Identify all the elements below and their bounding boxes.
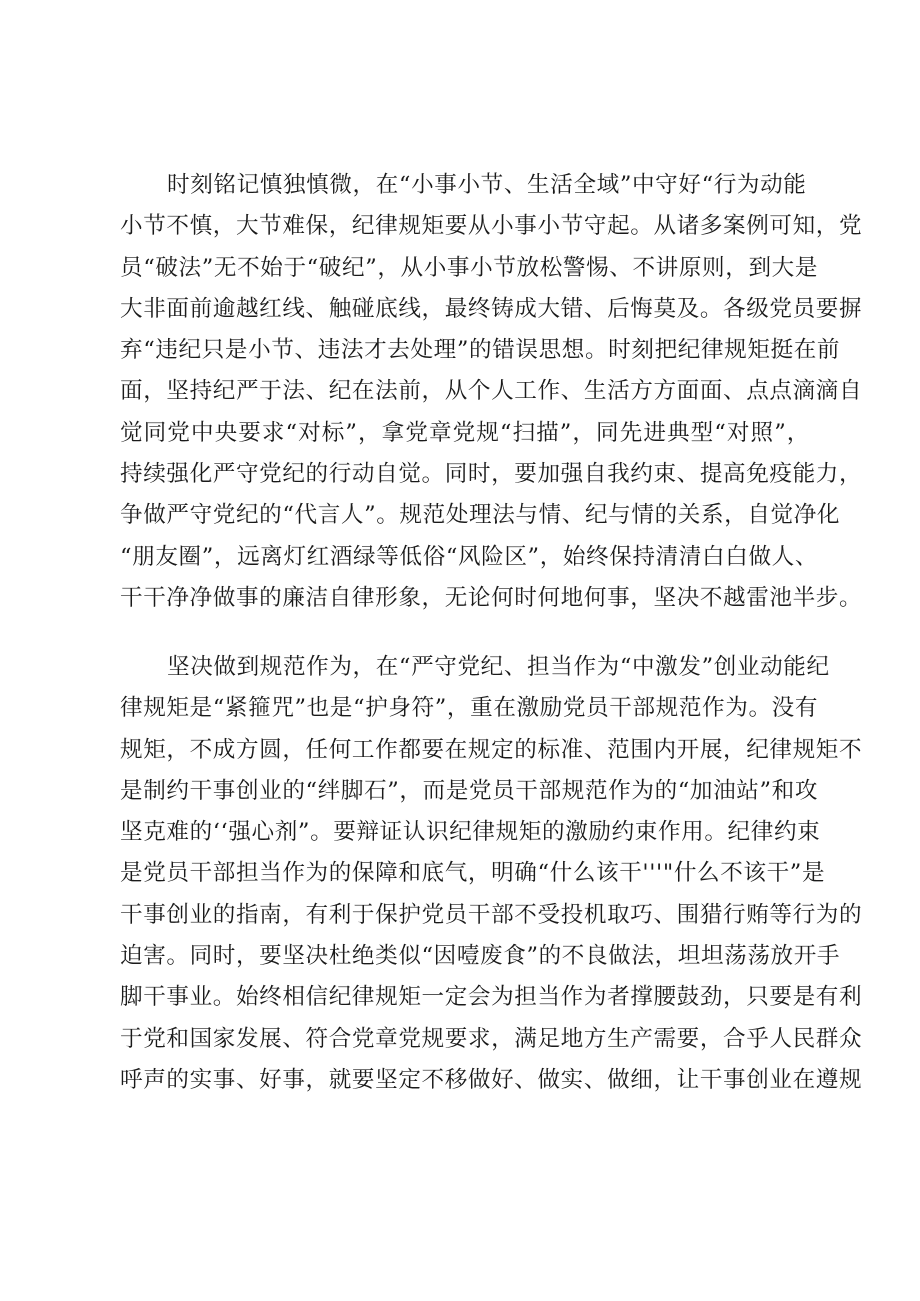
text-line: 于党和国家发展、符合党章党规要求，满足地方生产需要，合乎人民群众 [120,1025,863,1052]
text-line: 是制约干事创业的“绊脚石”，而是党员干部规范作为的“加油站”和攻 [120,777,819,804]
text-line: 小节不慎，大节难保，纪律规矩要从小事小节守起。从诸多案例可知，党 [120,213,863,240]
paragraph-2 [120,647,863,1101]
text-line: 干事创业的指南，有利于保护党员干部不受投机取巧、围猎行贿等行为的 [120,901,863,928]
text-line: 坚克难的‘‘强心剂”。要辩证认识纪律规矩的激励约束作用。纪律约束 [120,819,821,846]
text-line: 是党员干部担当作为的保障和底气，明确“什么该干'''"什么不该干”是 [120,860,826,887]
text-line: 争做严守党纪的“代言人”。规范处理法与情、纪与情的关系，自觉净化 [120,502,841,529]
text-line: 干干净净做事的廉洁自律形象，无论何时何地何事，坚决不越雷池半步。 [120,584,863,611]
text-line: 员“破法”无不始于“破纪”，从小事小节放松警惕、不讲原则，到大是 [120,254,819,281]
text-line: 弃“违纪只是小节、违法才去处理”的错误思想。时刻把纪律规矩挺在前 [120,337,841,364]
text-line: 持续强化严守党纪的行动自觉。同时，要加强自我约束、提高免疫能力， [120,461,863,488]
text-line: 呼声的实事、好事，就要坚定不移做好、做实、做细，让干事创业在遵规 [120,1066,863,1093]
text-line: 迫害。同时，要坚决杜绝类似“因噎废食”的不良做法，坦坦荡荡放开手 [120,943,841,970]
text-line: 面，坚持纪严于法、纪在法前，从个人工作、生活方方面面、点点滴滴自 [120,378,863,405]
text-line: 坚决做到规范作为，在“严守党纪、担当作为“中激发”创业动能纪 [167,654,830,680]
text-line: 律规矩是“紧箍咒”也是“护身符”，重在激励党员干部规范作为。没有 [120,695,819,722]
text-line: 大非面前逾越红线、触碰底线，最终铸成大错、后悔莫及。各级党员要摒 [120,295,863,322]
text-line: “朋友圈”，远离灯红酒绿等低俗“风险区”，始终保持清清白白做人、 [120,543,819,570]
text-line: 时刻铭记慎独慎微，在“小事小节、生活全域”中守好“行为动能 [167,172,807,198]
text-line: 脚干事业。始终相信纪律规矩一定会为担当作为者撑腰鼓劲，只要是有利 [120,984,863,1011]
text-line: 规矩，不成方圆，任何工作都要在规定的标准、范围内开展，纪律规矩不 [120,736,863,763]
text-line: 觉同党中央要求“对标”，拿党章党规“扫描”，同先进典型“对照”， [120,419,810,446]
paragraph-1 [120,165,863,619]
